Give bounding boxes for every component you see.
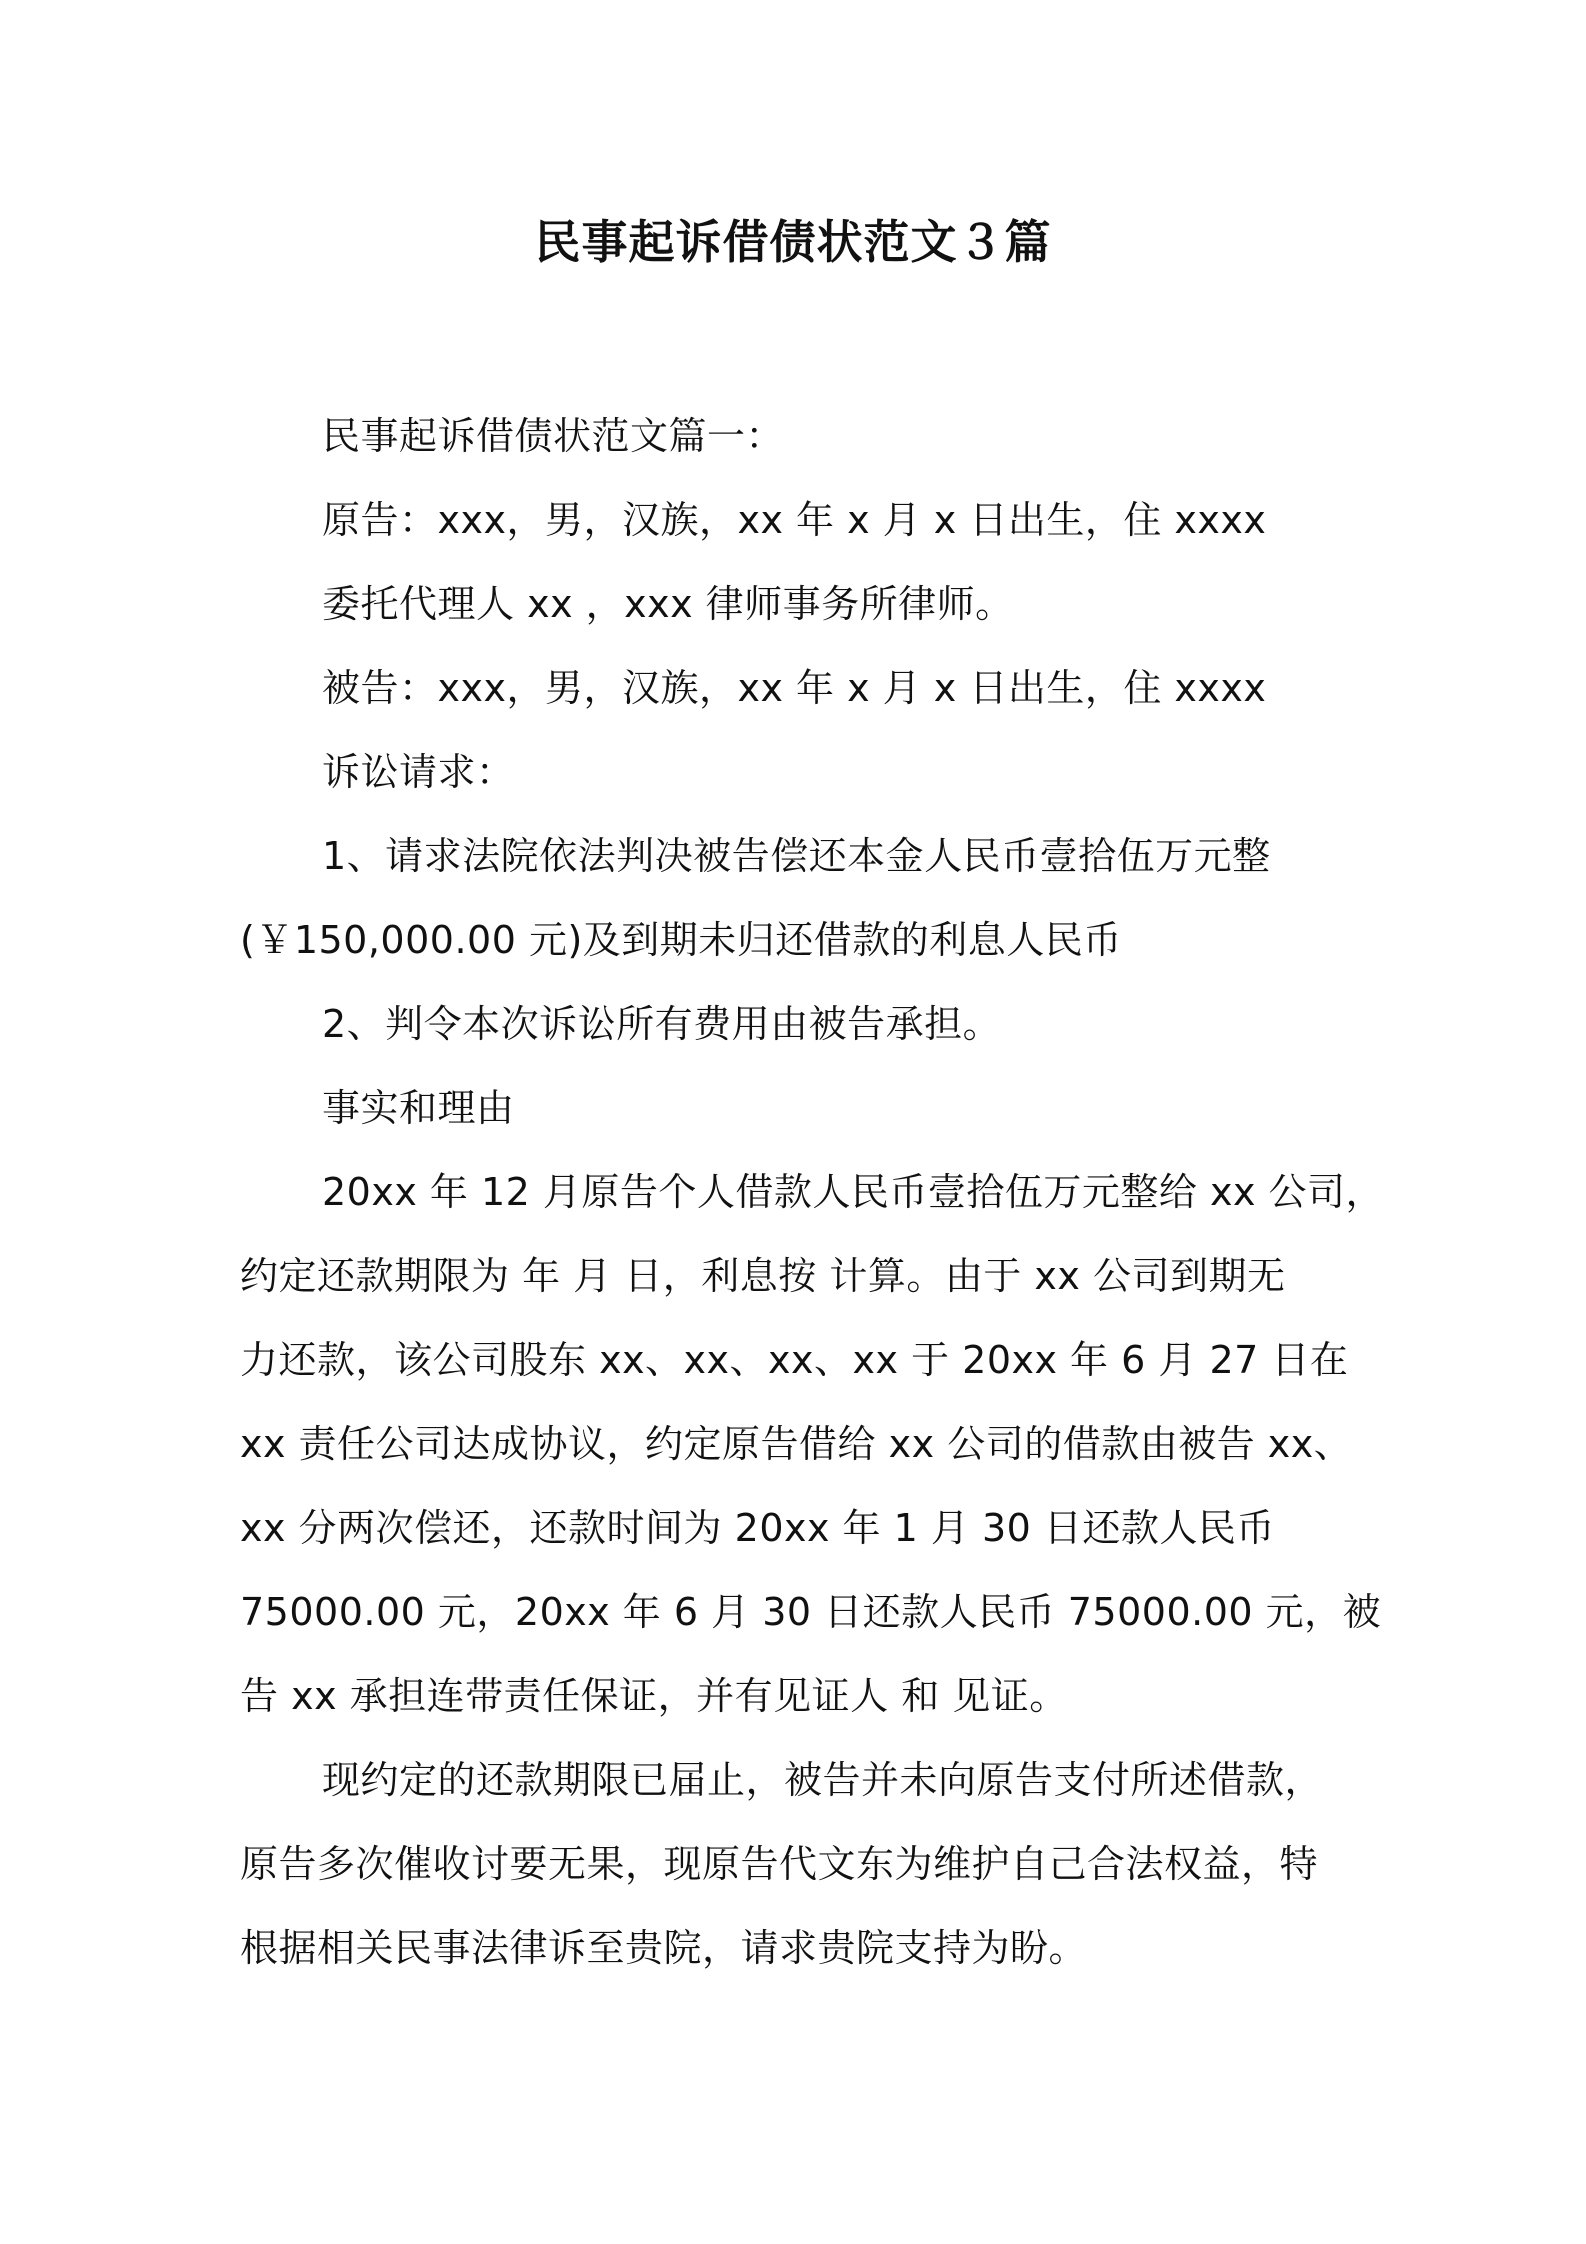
plaintiff-line: 原告：xxx，男，汉族，xx 年 x 月 x 日出生，住 xxxx	[322, 498, 1267, 542]
facts-line-5: xx 分两次偿还，还款时间为 20xx 年 1 月 30 日还款人民币	[240, 1506, 1275, 1550]
request-line-1: 现约定的还款期限已届止，被告并未向原告支付所述借款，	[322, 1758, 1324, 1802]
agent-line: 委托代理人 xx ，xxx 律师事务所律师。	[322, 582, 1014, 626]
facts-heading: 事实和理由	[322, 1086, 515, 1130]
claim-1-line-2: (￥150,000.00 元)及到期未归还借款的利息人民币	[240, 918, 1122, 962]
facts-line-4: xx 责任公司达成协议，约定原告借给 xx 公司的借款由被告 xx、	[240, 1422, 1353, 1466]
defendant-line: 被告：xxx，男，汉族，xx 年 x 月 x 日出生，住 xxxx	[322, 666, 1267, 710]
facts-line-6: 75000.00 元，20xx 年 6 月 30 日还款人民币 75000.00 元，被	[240, 1590, 1382, 1634]
facts-line-7: 告 xx 承担连带责任保证，并有见证人 和 见证。	[240, 1674, 1068, 1718]
request-line-2: 原告多次催收讨要无果，现原告代文东为维护自己合法权益，特	[240, 1842, 1319, 1886]
document-title: 民事起诉借债状范文３篇	[534, 215, 1052, 269]
facts-line-2: 约定还款期限为 年 月 日，利息按 计算。由于 xx 公司到期无	[240, 1254, 1286, 1298]
claims-heading: 诉讼请求：	[322, 750, 515, 794]
section-heading: 民事起诉借债状范文篇一：	[322, 414, 785, 458]
facts-line-1: 20xx 年 12 月原告个人借款人民币壹拾伍万元整给 xx 公司，	[322, 1170, 1385, 1214]
request-line-3: 根据相关民事法律诉至贵院，请求贵院支持为盼。	[240, 1926, 1088, 1970]
claim-1-line-1: 1、请求法院依法判决被告偿还本金人民币壹拾伍万元整	[322, 834, 1271, 878]
claim-2-line: 2、判令本次诉讼所有费用由被告承担。	[322, 1002, 1002, 1046]
facts-line-3: 力还款，该公司股东 xx、xx、xx、xx 于 20xx 年 6 月 27 日在	[240, 1338, 1349, 1382]
